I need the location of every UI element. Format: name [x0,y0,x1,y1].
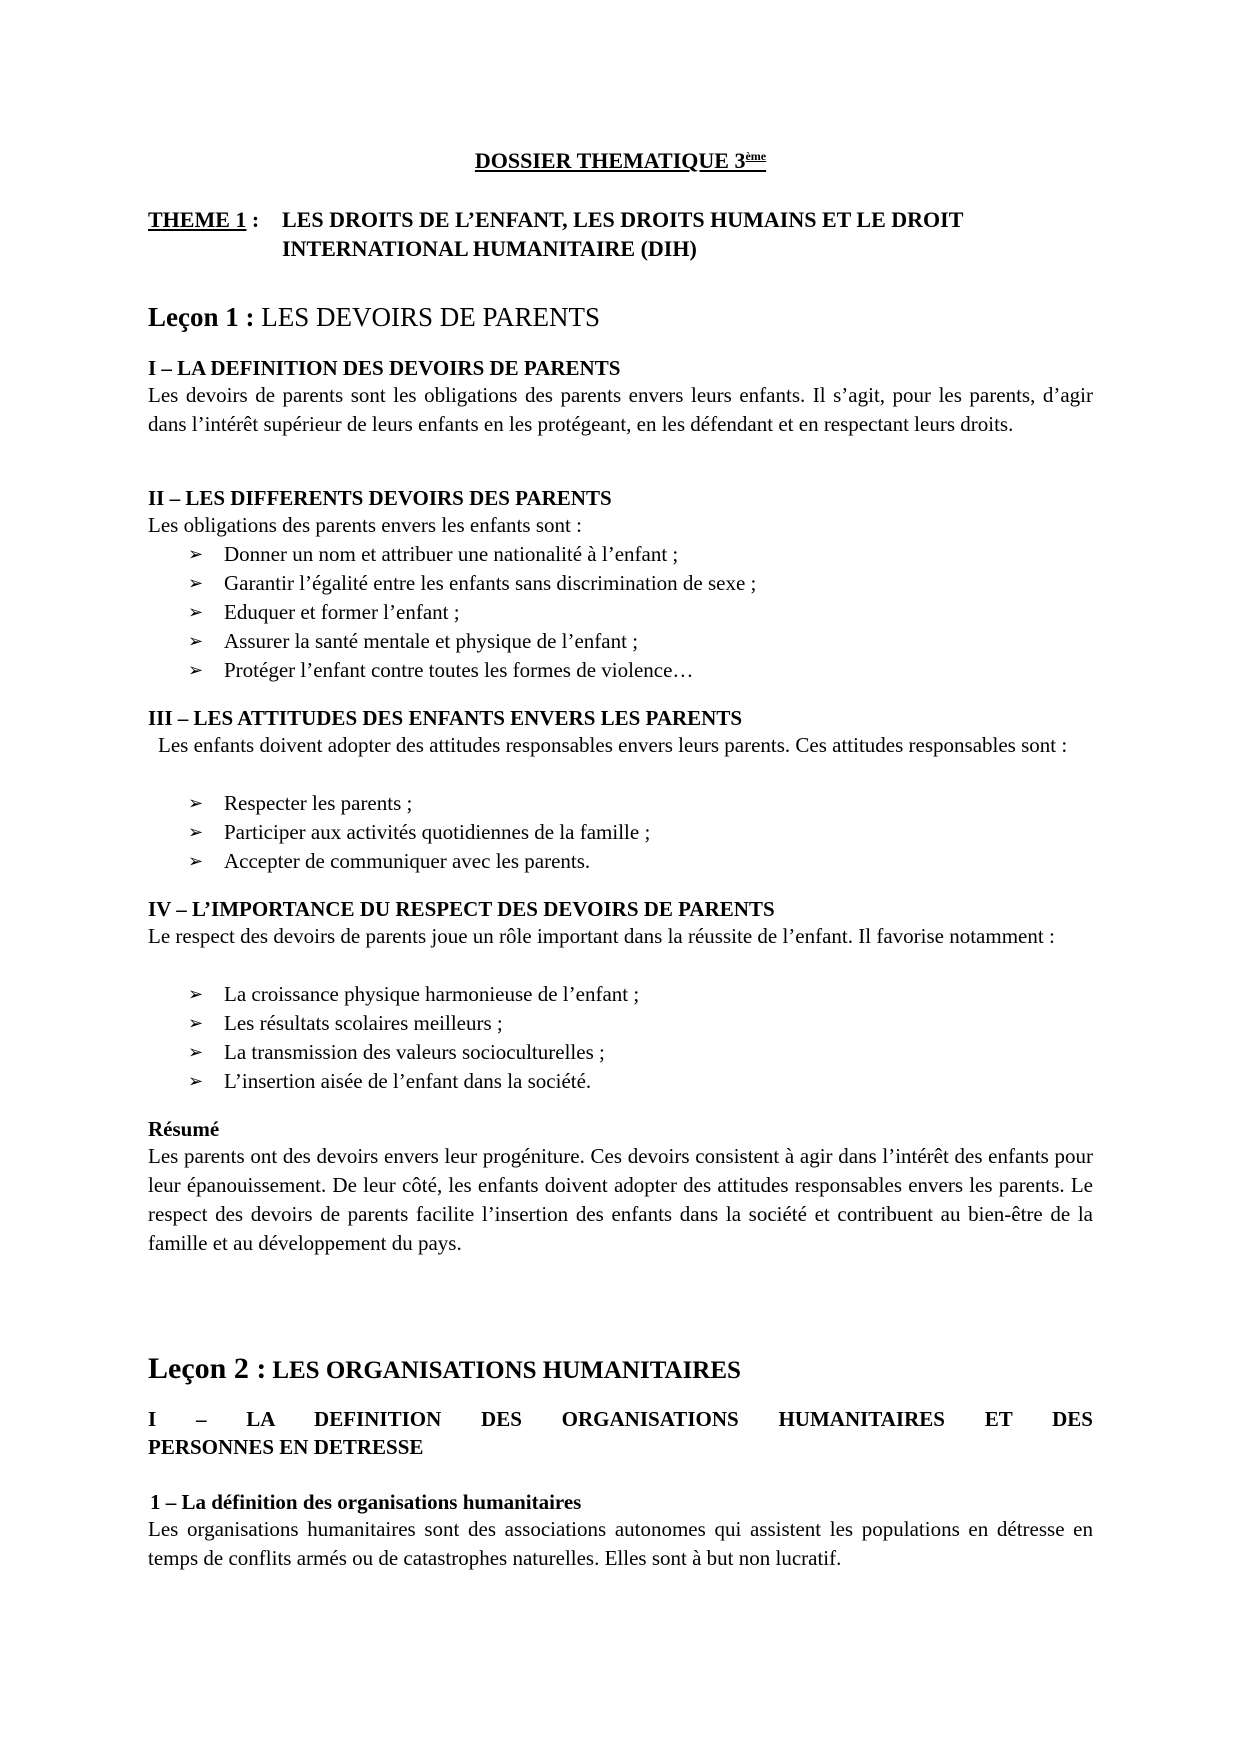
arrow-bullet-icon: ➢ [188,822,204,842]
lesson-1-section-4-heading: IV – L’IMPORTANCE DU RESPECT DES DEVOIRS DE PARENTS [148,897,775,921]
list-item-text: Assurer la santé mentale et physique de l’enfant ; [224,629,639,653]
list-item [148,1038,639,1067]
list-item [148,540,756,569]
lesson-2-subsection-1-text: Les organisations humanitaires sont des associations autonomes qui assistent les populations en détresse en temps de conflits armés ou de catastrophes naturelles. Elles sont à but non lucratif. [148,1517,1093,1570]
list-item [148,627,756,656]
lesson-2-section-1-heading-line-1: I – LA DEFINITION DES ORGANISATIONS HUMANITAIRES ET DES [148,1407,1093,1431]
list-item-text: Les résultats scolaires meilleurs ; [224,1011,503,1035]
theme-label: THEME 1 [148,207,247,232]
list-item [148,1067,639,1096]
arrow-bullet-icon: ➢ [188,602,204,622]
arrow-bullet-icon: ➢ [188,631,204,651]
theme-title [282,205,1112,263]
list-item-text: Donner un nom et attribuer une nationalité à l’enfant ; [224,542,679,566]
lesson-1-section-2-heading: II – LES DIFFERENTS DEVOIRS DES PARENTS [148,486,612,510]
arrow-bullet-icon: ➢ [188,851,204,871]
arrow-bullet-icon: ➢ [188,544,204,564]
lesson-1-section-2-list [148,540,756,685]
list-item-text: Accepter de communiquer avec les parents. [224,849,591,873]
arrow-bullet-icon: ➢ [188,660,204,680]
lesson-1-section-2-intro: Les obligations des parents envers les enfants sont : [148,513,582,537]
lesson-1-section-4-intro: Le respect des devoirs de parents joue un rôle important dans la réussite de l’enfant. Il favorise notamment : [148,924,1055,948]
list-item [148,656,756,685]
list-item [148,1009,639,1038]
list-item-text: Garantir l’égalité entre les enfants sans discrimination de sexe ; [224,571,757,595]
arrow-bullet-icon: ➢ [188,1042,204,1062]
list-item [148,598,756,627]
lesson-1-section-3-intro: Les enfants doivent adopter des attitudes responsables envers leurs parents. Ces attitudes responsables sont : [158,733,1068,757]
lesson-2-title [148,1351,741,1389]
lesson-1-section-1-text: Les devoirs de parents sont les obligations des parents envers leurs enfants. Il s’agit, pour les parents, d’agir dans l’intérêt supérieur de leurs enfants en les protégeant, en les défendant et en respectant leurs droits. [148,383,1093,436]
lesson-2-name: LES ORGANISATIONS HUMANITAIRES [272,1357,741,1384]
lesson-1-section-4-list [148,980,639,1096]
arrow-bullet-icon: ➢ [188,984,204,1004]
resume-text: Les parents ont des devoirs envers leur progéniture. Ces devoirs consistent à agir dans l’intérêt des enfants pour leur épanouissement. De leur côté, les enfants doivent adopter des attitudes responsables envers les parents. Le respect des devoirs de parents facilite l’insertion des enfants dans la société et contribuent au bien-être de la famille et au développement du pays. [148,1144,1093,1255]
lesson-1-title [148,299,600,335]
lesson-2-label: Leçon 2 : [148,1352,267,1385]
document-title-text: DOSSIER THEMATIQUE 3 [474,148,746,173]
lesson-1-section-3-heading: III – LES ATTITUDES DES ENFANTS ENVERS LES PARENTS [148,706,743,730]
theme-title-line-2: INTERNATIONAL HUMANITAIRE (DIH) [282,236,697,261]
theme-separator: : [246,207,260,232]
arrow-bullet-icon: ➢ [188,573,204,593]
list-item-text: Participer aux activités quotidiennes de la famille ; [224,820,651,844]
arrow-bullet-icon: ➢ [188,1013,204,1033]
lesson-2-section-1-heading-line-2: PERSONNES EN DETRESSE [148,1435,424,1459]
theme-heading [148,205,259,234]
list-item [148,569,756,598]
lesson-1-name: LES DEVOIRS DE PARENTS [261,302,601,332]
lesson-2-subsection-1-heading: 1 – La définition des organisations humanitaires [150,1490,582,1514]
document-title-superscript: ème [745,149,767,163]
resume-heading: Résumé [148,1117,220,1141]
list-item [148,818,650,847]
theme-title-line-1: LES DROITS DE L’ENFANT, LES DROITS HUMAINS ET LE DROIT [282,207,964,232]
list-item-text: La transmission des valeurs socioculturelles ; [224,1040,605,1064]
lesson-1-section-3-list [148,789,650,876]
list-item [148,789,650,818]
list-item-text: La croissance physique harmonieuse de l’enfant ; [224,982,640,1006]
lesson-1-label: Leçon 1 : [148,302,255,332]
lesson-1-section-1-heading: I – LA DEFINITION DES DEVOIRS DE PARENTS [148,356,621,380]
list-item-text: Respecter les parents ; [224,791,413,815]
list-item-text: Eduquer et former l’enfant ; [224,600,460,624]
arrow-bullet-icon: ➢ [188,1071,204,1091]
document-title [0,148,1241,174]
list-item-text: Protéger l’enfant contre toutes les formes de violence… [224,658,694,682]
list-item [148,980,639,1009]
list-item-text: L’insertion aisée de l’enfant dans la société. [224,1069,592,1093]
arrow-bullet-icon: ➢ [188,793,204,813]
list-item [148,847,650,876]
